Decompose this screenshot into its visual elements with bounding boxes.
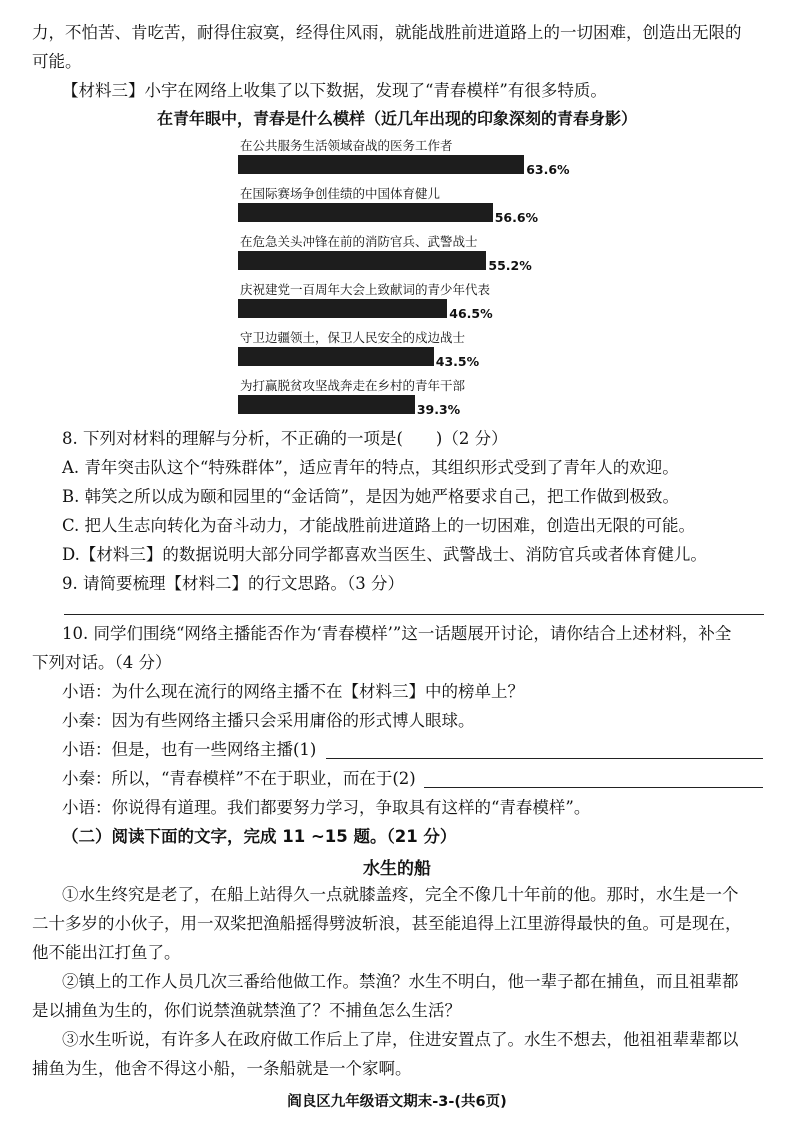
paragraph-1-line-1: ①水生终究是老了，在船上站得久一点就膝盖疼，完全不像几十年前的他。那时，水生是一个 <box>62 885 739 904</box>
q8-option-d: D.【材料三】的数据说明大部分同学都喜欢当医生、武警战士、消防官兵或者体育健儿。 <box>62 545 707 564</box>
bar-value-4: 46.5% <box>449 306 493 321</box>
paragraph-3-line-2: 捕鱼为生，他舍不得这小船，一条船就是一个家啊。 <box>32 1059 412 1078</box>
bar-label-2: 在国际赛场争创佳绩的中国体育健儿 <box>240 186 441 201</box>
bar-1 <box>238 155 524 174</box>
chart-title: 在青年眼中，青春是什么模样（近几年出现的印象深刻的青春身影） <box>156 109 637 128</box>
q9-answer-line[interactable] <box>64 614 764 615</box>
material3-text: 【材料三】小宇在网络上收集了以下数据，发现了“青春模样”有很多特质。 <box>62 81 607 100</box>
dialogue-line-4: 小秦：所以，“青春模样”不在于职业，而在于(2) <box>62 769 416 788</box>
bar-label-3: 在危急关头冲锋在前的消防官兵、武警战士 <box>240 234 478 249</box>
q8-option-b: B. 韩笑之所以成为颐和园里的“金话筒”，是因为她严格要求自己，把工作做到极致。 <box>62 487 679 506</box>
bar-2 <box>238 203 493 222</box>
dialogue-line-3: 小语：但是，也有一些网络主播(1) <box>62 740 317 759</box>
bar-3 <box>238 251 486 270</box>
q10-blank-2[interactable] <box>424 787 763 788</box>
bar-6 <box>238 395 415 414</box>
paragraph-1-line-3: 他不能出江打鱼了。 <box>32 943 181 962</box>
q10-blank-1[interactable] <box>326 758 763 759</box>
bar-label-4: 庆祝建党一百周年大会上致献词的青少年代表 <box>240 282 491 297</box>
q8-stem: 8. 下列对材料的理解与分析，不正确的一项是( )（2 分） <box>62 429 508 448</box>
intro-line-2: 可能。 <box>32 52 82 71</box>
bar-value-5: 43.5% <box>435 354 480 369</box>
dialogue-line-1: 小语：为什么现在流行的网络主播不在【材料三】中的榜单上？ <box>62 682 524 701</box>
bar-value-1: 63.6% <box>526 162 570 177</box>
q10-stem-1: 10. 同学们围绕“网络主播能否作为‘青春模样’”这一话题展开讨论，请你结合上述材料，补全 <box>62 624 732 643</box>
intro-line-1: 力，不怕苦、肯吃苦，耐得住寂寞，经得住风雨，就能战胜前进道路上的一切困难，创造出无限的 <box>32 23 742 42</box>
paragraph-1-line-2: 二十多岁的小伙子，用一双桨把渔船摇得劈波斩浪，甚至能追得上江里游得最快的鱼。可是现在， <box>32 914 742 933</box>
bar-value-3: 55.2% <box>488 258 532 273</box>
paragraph-3-line-1: ③水生听说，有许多人在政府做工作后上了岸，住进安置点了。水生不想去，他祖祖辈辈都以 <box>62 1030 739 1049</box>
q9-stem: 9. 请简要梳理【材料二】的行文思路。（3 分） <box>62 574 404 593</box>
bar-4 <box>238 299 447 318</box>
bar-label-5: 守卫边疆领土，保卫人民安全的戍边战士 <box>240 330 466 345</box>
paragraph-2-line-1: ②镇上的工作人员几次三番给他做工作。禁渔？水生不明白，他一辈子都在捕鱼，而且祖辈都 <box>62 972 739 991</box>
dialogue-line-2: 小秦：因为有些网络主播只会采用庸俗的形式博人眼球。 <box>62 711 475 730</box>
q8-option-a: A. 青年突击队这个“特殊群体”，适应青年的特点，其组织形式受到了青年人的欢迎。 <box>62 458 679 477</box>
page-footer: 阎良区九年级语文期末-3-(共6页) <box>287 1094 507 1110</box>
q10-stem-2: 下列对话。（4 分） <box>32 653 172 672</box>
bar-label-6: 为打赢脱贫攻坚战奔走在乡村的青年干部 <box>240 378 466 393</box>
section2-heading: （二）阅读下面的文字，完成 11 ~15 题。（21 分） <box>62 827 457 846</box>
passage-title: 水生的船 <box>363 859 431 879</box>
bar-5 <box>238 347 434 366</box>
bar-value-2: 56.6% <box>494 210 539 225</box>
paragraph-2-line-2: 是以捕鱼为生的，你们说禁渔就禁渔了？不捕鱼怎么生活？ <box>32 1001 461 1020</box>
q8-option-c: C. 把人生志向转化为奋斗动力，才能战胜前进道路上的一切困难，创造出无限的可能。 <box>62 516 696 535</box>
dialogue-line-5: 小语：你说得有道理。我们都要努力学习，争取具有这样的“青春模样”。 <box>62 798 591 817</box>
bar-value-6: 39.3% <box>416 402 461 417</box>
bar-label-1: 在公共服务生活领域奋战的医务工作者 <box>240 138 453 153</box>
